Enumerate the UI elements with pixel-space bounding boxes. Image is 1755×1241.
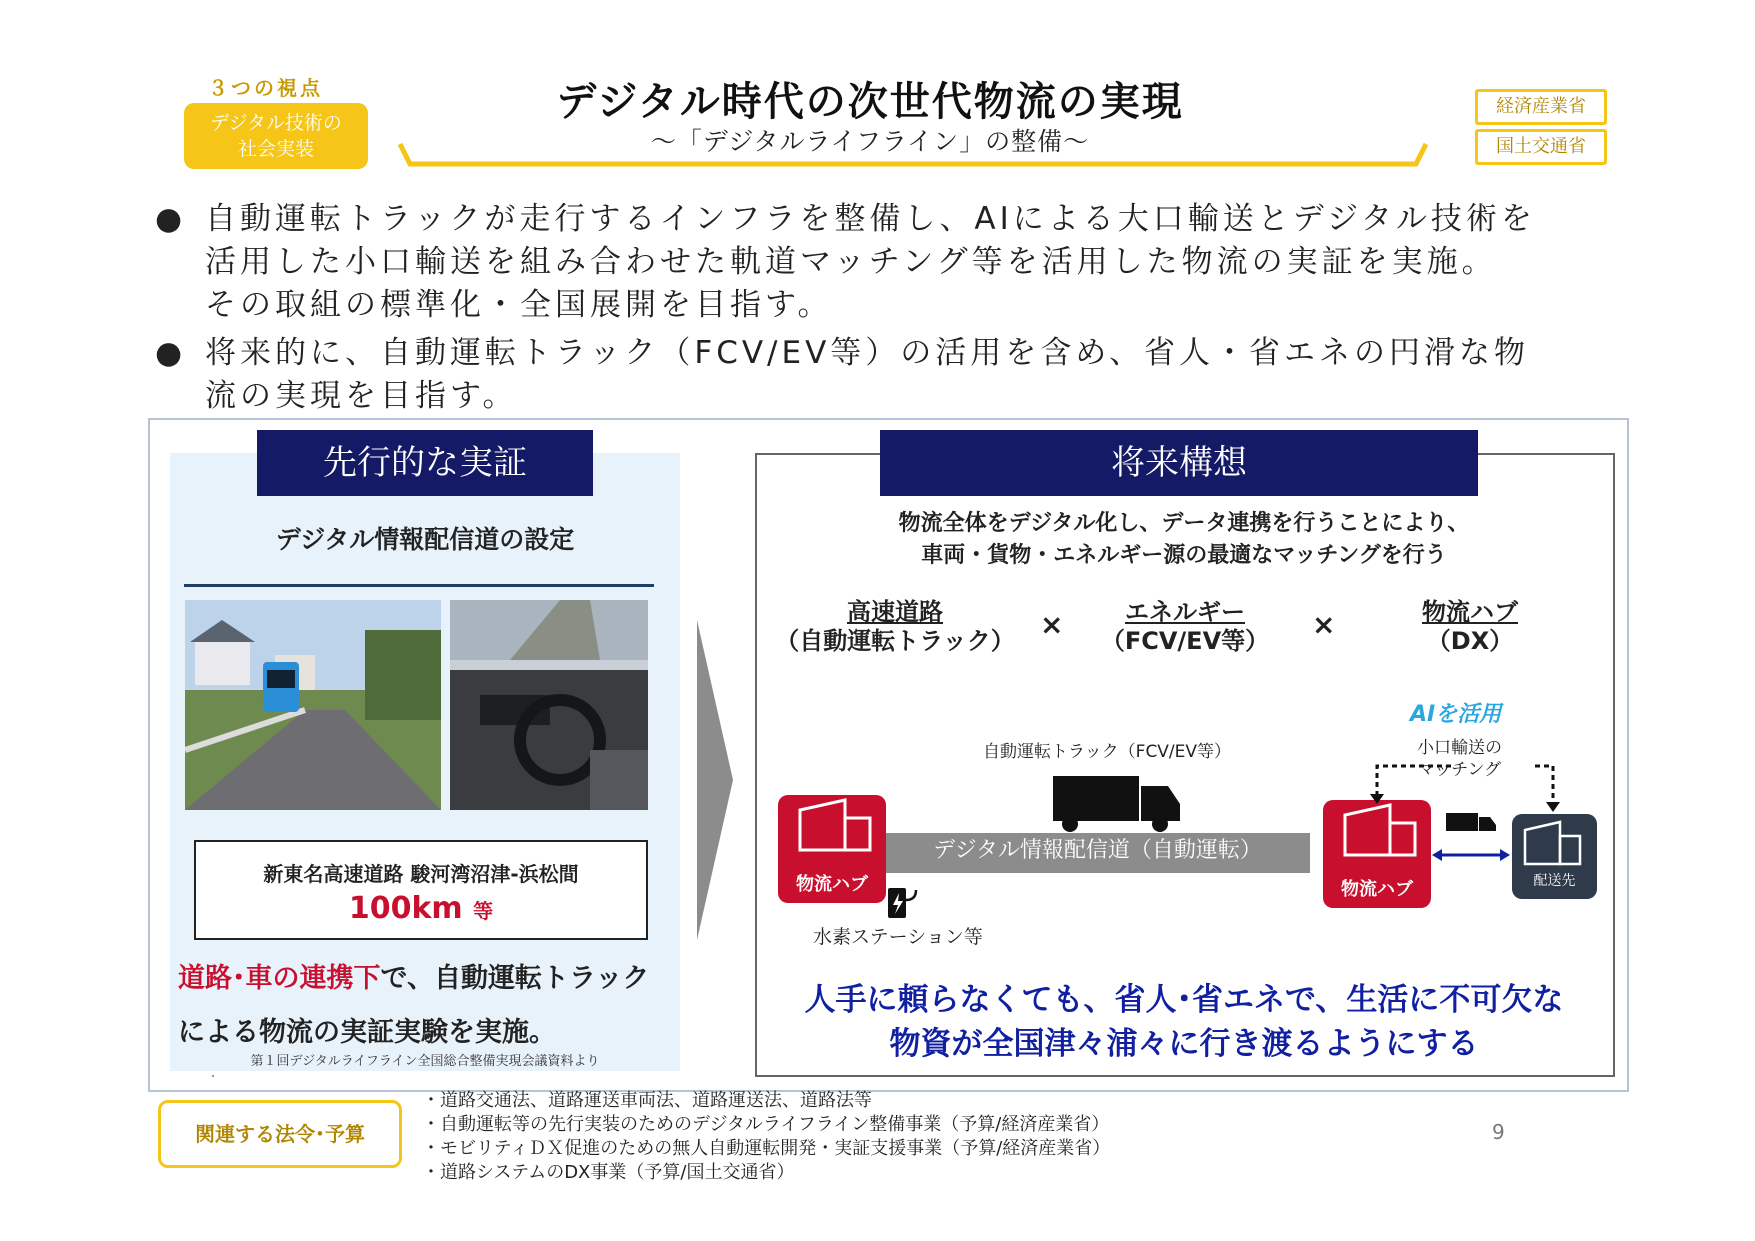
bullet-line: 流の実現を目指す。 (205, 378, 518, 414)
matching-arrow (1377, 766, 1452, 796)
desc-line: 車両・貨物・エネルギー源の最適なマッチングを行う (921, 543, 1447, 568)
distance-suffix: 等 (473, 899, 494, 923)
term-title: 物流ハブ (1422, 598, 1518, 626)
ministry-badge: 経済産業省 (1475, 89, 1607, 125)
term-title: 高速道路 (847, 598, 943, 626)
message-line: 人手に頼らなくても、省人･省エネで、生活に不可欠な (804, 982, 1564, 1018)
term-sub: （FCV/EV等） (1100, 627, 1270, 655)
term-title: エネルギー (1125, 598, 1245, 626)
road-bus-photo (185, 600, 441, 810)
source-note: 第１回デジタルライフライン全国総合整備実現会議資料より (250, 1054, 600, 1069)
destination-label: 配送先 (1533, 873, 1576, 889)
hub-label: 物流ハブ (796, 874, 868, 895)
ev-charger-icon (888, 888, 916, 918)
desc-highlight: 道路･車の連携下 (178, 963, 381, 994)
station-label: 水素ステーション等 (813, 926, 983, 948)
desc-text: で、自動運転トラック (380, 963, 650, 994)
route-distance (196, 891, 646, 926)
term-hub (1375, 598, 1565, 656)
bullet-line: 将来的に、自動運転トラック（FCV/EV等）の活用を含め、省人・省エネの円滑な物 (205, 335, 1530, 371)
truck-label: 自動運転トラック（FCV/EV等） (983, 742, 1232, 762)
term-highway (770, 598, 1020, 656)
law-item: ・自動運転等の先行実装のためのデジタルライフライン整備事業（予算/経済産業省） (422, 1114, 1110, 1135)
ministry-badge: 国土交通省 (1475, 129, 1607, 165)
bullet-line: 自動運転トラックが走行するインフラを整備し、AIによる大口輸送とデジタル技術を (205, 201, 1536, 237)
source-mark: ・ (208, 1072, 218, 1083)
left-heading: 先行的な実証 (257, 430, 593, 496)
title-underline (398, 142, 1428, 170)
bullet-dot-icon: ● (155, 335, 187, 371)
left-description (178, 952, 678, 1060)
message-line: 物資が全国津々浦々に行き渡るようにする (889, 1026, 1479, 1062)
divider (184, 584, 654, 587)
bullet-1 (155, 198, 1575, 327)
desc-line: 物流全体をデジタル化し、データ連携を行うことにより、 (898, 511, 1470, 536)
matching-arrow (1535, 766, 1553, 804)
page-number: 9 (1492, 1120, 1505, 1144)
law-item: ・道路システムのDX事業（予算/国土交通省） (422, 1162, 795, 1183)
matching-line: 小口輸送の (1417, 738, 1502, 758)
perspective-badge (184, 103, 368, 169)
desc-text: による物流の実証実験を実施。 (178, 1017, 556, 1048)
distance-value: 100km (348, 891, 463, 926)
term-sub: （DX） (1426, 627, 1514, 655)
bullet-line: その取組の標準化・全国展開を目指す。 (205, 287, 833, 323)
small-truck-icon (1446, 813, 1496, 831)
term-sub: （自動運転トラック） (775, 627, 1015, 655)
truck-icon (1053, 776, 1180, 832)
perspective-badge-line: 社会実装 (237, 138, 314, 160)
bullet-dot-icon: ● (155, 201, 187, 237)
page-title: デジタル時代の次世代物流の実現 (556, 79, 1184, 125)
page-subtitle: ～「デジタルライフライン」の整備～ (650, 127, 1090, 156)
matching-line: マッチング (1417, 760, 1502, 780)
cockpit-photo (450, 600, 648, 810)
road-label: デジタル情報配信道（自動運転） (933, 838, 1262, 863)
times-icon: × (1040, 608, 1064, 641)
route-info-box (194, 840, 648, 940)
bottom-message (760, 978, 1608, 1066)
related-laws-badge: 関連する法令･予算 (158, 1100, 402, 1168)
bullet-line: 活用した小口輸送を組み合わせた軌道マッチング等を活用した物流の実証を実施。 (205, 244, 1497, 280)
arrow-right-icon (697, 620, 733, 940)
left-subheading: デジタル情報配信道の設定 (275, 525, 575, 554)
term-energy (1090, 598, 1280, 656)
right-description (760, 508, 1608, 572)
law-item: ・モビリティＤＸ促進のための無人自動運転開発・実証支援事業（予算/経済産業省） (422, 1138, 1111, 1159)
route-name: 新東名高速道路 駿河湾沼津-浜松間 (263, 862, 579, 886)
hub-label: 物流ハブ (1341, 879, 1413, 900)
ai-label: AIを活用 (1410, 702, 1502, 727)
right-heading: 将来構想 (880, 430, 1478, 496)
perspective-badge-line: デジタル技術の (210, 112, 342, 134)
law-item: ・道路交通法、道路運送車両法、道路運送法、道路法等 (422, 1090, 872, 1111)
times-icon: × (1312, 608, 1336, 641)
related-laws-list (422, 1089, 1110, 1185)
bullet-2 (155, 332, 1575, 418)
perspective-title: ３つの視点 (208, 76, 323, 100)
